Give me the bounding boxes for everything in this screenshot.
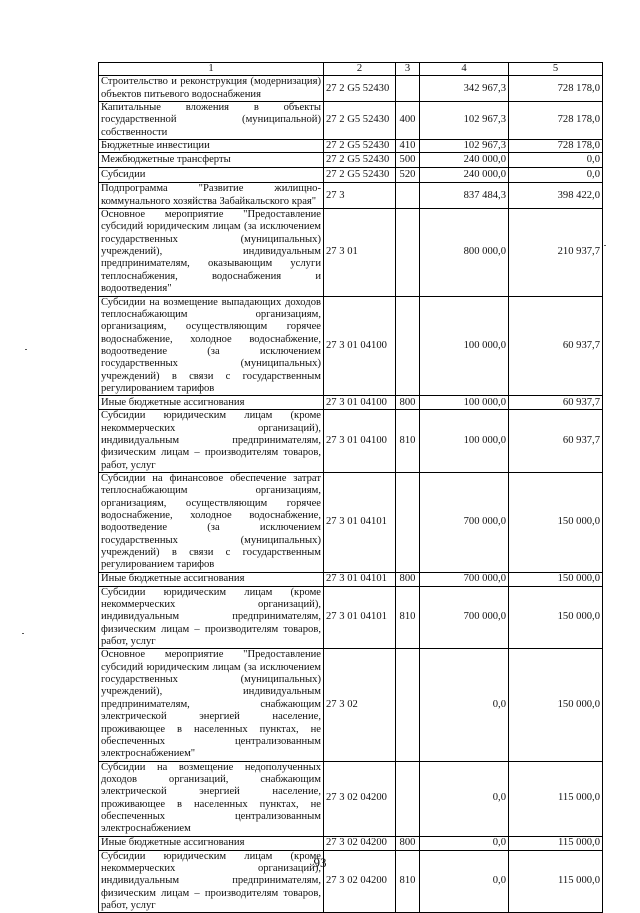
table-row [99, 761, 603, 836]
table-row [99, 472, 603, 572]
budget-table [98, 62, 603, 913]
row-value-1: 700 000,0 [420, 472, 509, 572]
row-expense-type [396, 76, 420, 102]
row-expense-type [396, 472, 420, 572]
row-name: Межбюджетные трансферты [99, 153, 324, 168]
page-number: 93 [313, 855, 327, 870]
row-value-1: 0,0 [420, 850, 509, 913]
row-expense-type [396, 296, 420, 396]
row-value-1: 100 000,0 [420, 410, 509, 473]
row-code: 27 3 02 [324, 649, 396, 761]
row-value-2: 0,0 [509, 153, 603, 168]
row-expense-type: 500 [396, 153, 420, 168]
row-expense-type [396, 209, 420, 296]
row-code: 27 3 01 04100 [324, 410, 396, 473]
row-code: 27 3 01 04101 [324, 586, 396, 649]
row-name: Субсидии на возмещение недополученных доходов организаций, снабжающим электрической энергией население, проживающее в населенных пунктах, не обеспеченных централизованным электроснабжением [99, 761, 324, 836]
row-name: Строительство и реконструкция (модернизация) объектов питьевого водоснабжения [99, 76, 324, 102]
row-value-1: 342 967,3 [420, 76, 509, 102]
row-expense-type [396, 761, 420, 836]
table-row [99, 296, 603, 396]
row-value-1: 240 000,0 [420, 153, 509, 168]
row-value-1: 100 000,0 [420, 296, 509, 396]
row-expense-type: 810 [396, 586, 420, 649]
row-value-2: 728 178,0 [509, 140, 603, 153]
row-name: Иные бюджетные ассигнования [99, 836, 324, 850]
table-row [99, 168, 603, 183]
row-value-2: 0,0 [509, 168, 603, 183]
row-value-1: 837 484,3 [420, 183, 509, 209]
row-value-2: 150 000,0 [509, 649, 603, 761]
row-name: Иные бюджетные ассигнования [99, 572, 324, 586]
row-value-1: 800 000,0 [420, 209, 509, 296]
row-value-2: 728 178,0 [509, 102, 603, 140]
row-name: Субсидии на возмещение выпадающих доходов теплоснабжающим организациям, организациям, осуществляющим горячее водоснабжение, холодное водоснабжение, водоотведение (за исключением государственных (муниципальных) учреждений) в связи с государственным регулированием тарифов [99, 296, 324, 396]
row-code: 27 3 02 04200 [324, 836, 396, 850]
table-row [99, 586, 603, 649]
row-expense-type [396, 649, 420, 761]
table-row [99, 396, 603, 410]
row-value-1: 0,0 [420, 761, 509, 836]
row-value-1: 240 000,0 [420, 168, 509, 183]
table-row [99, 649, 603, 761]
row-name: Субсидии юридическим лицам (кроме некоммерческих организаций), индивидуальным предпринимателям, физическим лицам – производителям товаров, работ, услуг [99, 850, 324, 913]
row-value-2: 60 937,7 [509, 296, 603, 396]
row-expense-type: 400 [396, 102, 420, 140]
row-value-2: 115 000,0 [509, 836, 603, 850]
table-row [99, 153, 603, 168]
row-expense-type: 410 [396, 140, 420, 153]
row-expense-type [396, 183, 420, 209]
scan-speck [25, 349, 27, 350]
row-expense-type: 810 [396, 410, 420, 473]
row-expense-type: 800 [396, 836, 420, 850]
row-code: 27 3 02 04200 [324, 761, 396, 836]
row-value-2: 60 937,7 [509, 396, 603, 410]
row-code: 27 2 G5 52430 [324, 140, 396, 153]
row-code: 27 2 G5 52430 [324, 76, 396, 102]
row-expense-type: 520 [396, 168, 420, 183]
row-expense-type: 810 [396, 850, 420, 913]
row-code: 27 3 01 04100 [324, 396, 396, 410]
row-name: Подпрограмма "Развитие жилищно-коммунального хозяйства Забайкальского края" [99, 183, 324, 209]
row-value-1: 700 000,0 [420, 586, 509, 649]
table-row [99, 410, 603, 473]
row-value-1: 102 967,3 [420, 102, 509, 140]
header-cell-3: 3 [396, 63, 420, 76]
row-value-1: 0,0 [420, 836, 509, 850]
row-code: 27 3 01 04100 [324, 296, 396, 396]
row-code: 27 3 [324, 183, 396, 209]
row-value-1: 102 967,3 [420, 140, 509, 153]
table-row [99, 102, 603, 140]
row-code: 27 2 G5 52430 [324, 153, 396, 168]
row-name: Субсидии на финансовое обеспечение затрат теплоснабжающим организациям, организациям, осуществляющим горячее водоснабжение, холодное водоснабжение, водоотведение (за исключением государственных (муниципальных) учреждений) в связи с государственным регулированием тарифов [99, 472, 324, 572]
row-name: Основное мероприятие "Предоставление субсидий юридическим лицам (за исключением государственных (муниципальных) учреждений), индивидуальным предпринимателям, снабжающим электрической энергией население, проживающее в населенных пунктах, не обеспеченных централизованным электроснабжением" [99, 649, 324, 761]
header-cell-1: 1 [99, 63, 324, 76]
row-value-2: 150 000,0 [509, 472, 603, 572]
row-value-2: 60 937,7 [509, 410, 603, 473]
row-expense-type: 800 [396, 396, 420, 410]
row-name: Субсидии юридическим лицам (кроме некоммерческих организаций), индивидуальным предпринимателям, физическим лицам – производителям товаров, работ, услуг [99, 410, 324, 473]
row-value-2: 150 000,0 [509, 572, 603, 586]
row-value-2: 398 422,0 [509, 183, 603, 209]
table-row [99, 183, 603, 209]
row-value-1: 0,0 [420, 649, 509, 761]
table-row [99, 572, 603, 586]
row-name: Бюджетные инвестиции [99, 140, 324, 153]
header-cell-5: 5 [509, 63, 603, 76]
row-value-2: 210 937,7 [509, 209, 603, 296]
row-code: 27 3 01 [324, 209, 396, 296]
row-value-2: 115 000,0 [509, 850, 603, 913]
row-name: Иные бюджетные ассигнования [99, 396, 324, 410]
row-value-2: 115 000,0 [509, 761, 603, 836]
header-cell-2: 2 [324, 63, 396, 76]
scan-speck [604, 245, 606, 246]
row-name: Субсидии юридическим лицам (кроме некоммерческих организаций), индивидуальным предпринимателям, физическим лицам – производителям товаров, работ, услуг [99, 586, 324, 649]
table-row [99, 209, 603, 296]
header-cell-4: 4 [420, 63, 509, 76]
row-name: Основное мероприятие "Предоставление субсидий юридическим лицам (за исключением государственных (муниципальных) учреждений), индивидуальным предпринимателям, оказывающим услуги теплоснабжения, водоснабжения и водоотведения" [99, 209, 324, 296]
scan-speck [22, 633, 24, 634]
row-value-2: 728 178,0 [509, 76, 603, 102]
row-code: 27 3 02 04200 [324, 850, 396, 913]
row-value-1: 700 000,0 [420, 572, 509, 586]
row-expense-type: 800 [396, 572, 420, 586]
row-name: Субсидии [99, 168, 324, 183]
row-name: Капитальные вложения в объекты государственной (муниципальной) собственности [99, 102, 324, 140]
table-row [99, 836, 603, 850]
row-code: 27 2 G5 52430 [324, 168, 396, 183]
row-value-1: 100 000,0 [420, 396, 509, 410]
row-code: 27 3 01 04101 [324, 572, 396, 586]
table-row [99, 140, 603, 153]
row-value-2: 150 000,0 [509, 586, 603, 649]
row-code: 27 3 01 04101 [324, 472, 396, 572]
header-row [99, 63, 603, 76]
table-row [99, 76, 603, 102]
row-code: 27 2 G5 52430 [324, 102, 396, 140]
